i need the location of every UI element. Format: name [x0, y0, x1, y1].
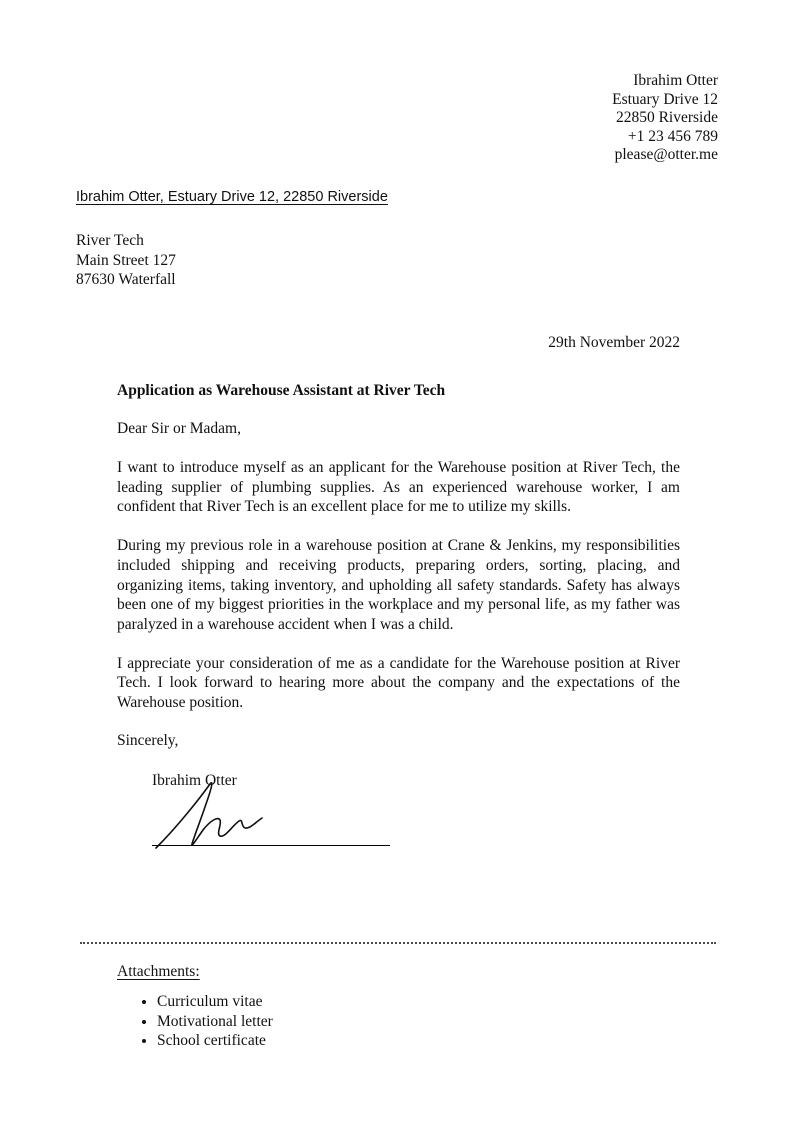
sender-city: 22850 Riverside	[615, 109, 718, 127]
attachments-block	[117, 963, 273, 1051]
paragraph-3: I appreciate your consideration of me as a candidate for the Warehouse position at River Tech. I look forward to hearing more about the company and the expectations of the Warehouse position.	[117, 654, 680, 712]
signature-name: Ibrahim Otter	[152, 772, 237, 789]
sender-phone: +1 23 456 789	[627, 127, 718, 145]
recipient-block	[76, 231, 176, 290]
sender-name: Ibrahim Otter	[633, 72, 718, 89]
recipient-company: River Tech	[76, 232, 144, 249]
sender-email: please@otter.me	[614, 146, 718, 164]
attachment-item: • School certificate	[157, 1031, 273, 1051]
attachment-item: • Curriculum vitae	[157, 992, 273, 1012]
closing-line: Sincerely,	[117, 731, 179, 749]
signature-scribble	[148, 782, 328, 852]
subject-line: Application as Warehouse Assistant at River Tech	[117, 382, 446, 399]
recipient-city: 87630 Waterfall	[76, 271, 176, 289]
return-address-line: Ibrahim Otter, Estuary Drive 12, 22850 Riverside	[76, 189, 388, 205]
salutation: Dear Sir or Madam,	[117, 420, 241, 437]
attachment-item: • Motivational letter	[157, 1012, 273, 1032]
letter-body	[117, 334, 680, 767]
dotted-separator	[80, 942, 716, 944]
attachments-title: Attachments:	[117, 963, 200, 980]
date-line: 29th November 2022	[548, 334, 680, 351]
recipient-street: Main Street 127	[76, 251, 176, 269]
signature-line	[152, 845, 390, 846]
paragraph-1: I want to introduce myself as an applicant for the Warehouse position at River Tech, the leading supplier of plumbing supplies. As an experienced warehouse worker, I am confident that River Tech is an excellent place for me to utilize my skills.	[117, 459, 680, 516]
sender-street: Estuary Drive 12	[612, 90, 718, 108]
sender-contact-block	[612, 72, 718, 165]
attachments-list	[117, 992, 273, 1051]
paragraph-2: During my previous role in a warehouse position at Crane & Jenkins, my responsibilities included shipping and receiving products, preparing orders, sorting, placing, and organizing items, taking inventory, and upholding all safety standards. Safety has always been one of my biggest priorities in the workplace and my personal life, as my father was paralyzed in a warehouse accident when I was a child.	[117, 537, 680, 633]
